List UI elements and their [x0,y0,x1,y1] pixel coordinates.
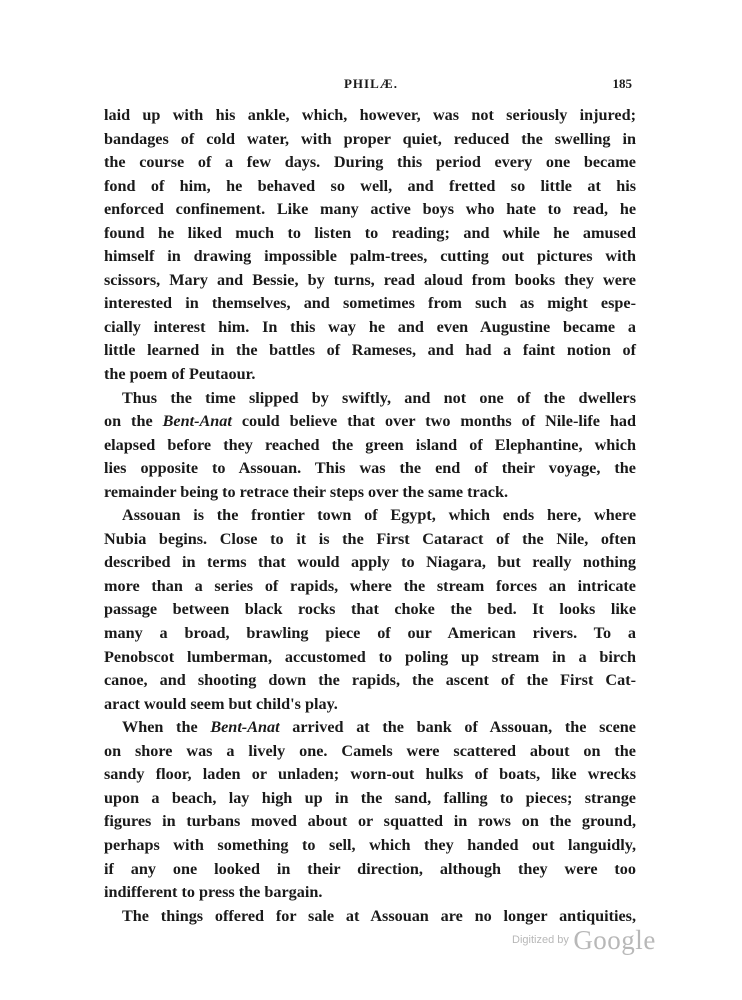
watermark-prefix: Digitized by [512,934,569,946]
text-line: fond of him, he behaved so well, and fretted so little at his [104,176,636,195]
text-line: enforced confinement. Like many active boys who hate to read, he [104,200,636,219]
text-line: interested in themselves, and sometimes from such as might espe- [104,294,636,313]
text-line: perhaps with something to sell, which they handed out languidly, [104,835,636,854]
text-line: cially interest him. In this way he and even Augustine became a [104,317,636,336]
text-line: elapsed before they reached the green island of Elephantine, which [104,435,636,454]
text-line: the course of a few days. During this period every one became [104,153,636,172]
paragraph [104,716,636,904]
text-line: The things offered for sale at Assouan are no longer antiquities, [122,906,636,925]
paragraph [104,504,636,716]
page-header [0,76,742,96]
text-line: Penobscot lumberman, accustomed to poling up stream in a birch [104,647,636,666]
text-line: if any one looked in their direction, although they were too [104,859,636,878]
text-line: on the Bent-Anat could believe that over two months of Nile-life had [104,412,636,431]
google-logo: Google [573,925,656,955]
text-line: Thus the time slipped by swiftly, and not one of the dwellers [122,388,636,407]
body-text [104,104,636,928]
paragraph [104,104,636,387]
text-line: many a broad, brawling piece of our American rivers. To a [104,624,636,643]
text-line: described in terms that would apply to Niagara, but really nothing [104,553,636,572]
text-line: found he liked much to listen to reading; and while he amused [104,223,636,242]
text-line: sandy floor, laden or unladen; worn-out hulks of boats, like wrecks [104,765,636,784]
text-line: When the Bent-Anat arrived at the bank of Assouan, the scene [122,718,636,737]
text-line: lies opposite to Assouan. This was the end of their voyage, the [104,459,636,478]
text-line: bandages of cold water, with proper quiet, reduced the swelling in [104,129,636,148]
text-line: more than a series of rapids, where the stream forces an intricate [104,576,636,595]
text-line: aract would seem but child's play. [104,694,338,713]
text-line: Nubia begins. Close to it is the First Cataract of the Nile, often [104,529,636,548]
running-title: PHILÆ. [343,76,399,91]
digitized-by-google-watermark [512,925,656,961]
text-line: remainder being to retrace their steps over the same track. [104,482,508,501]
text-line: the poem of Peutaour. [104,365,256,384]
text-line: upon a beach, lay high up in the sand, falling to pieces; strange [104,788,636,807]
text-line: indifferent to press the bargain. [104,883,323,902]
text-line: passage between black rocks that choke the bed. It looks like [104,600,636,619]
text-line: figures in turbans moved about or squatted in rows on the ground, [104,812,636,831]
text-line: Assouan is the frontier town of Egypt, which ends here, where [122,506,636,525]
text-line: scissors, Mary and Bessie, by turns, read aloud from books they were [104,270,636,289]
text-line: canoe, and shooting down the rapids, the ascent of the First Cat- [104,671,636,690]
page-number: 185 [612,76,632,91]
text-line: on shore was a lively one. Camels were scattered about on the [104,741,636,760]
text-line: little learned in the battles of Rameses, and had a faint notion of [104,341,636,360]
paragraph [104,387,636,505]
text-line: laid up with his ankle, which, however, was not seriously injured; [104,106,636,124]
text-line: himself in drawing impossible palm-trees, cutting out pictures with [104,247,636,266]
